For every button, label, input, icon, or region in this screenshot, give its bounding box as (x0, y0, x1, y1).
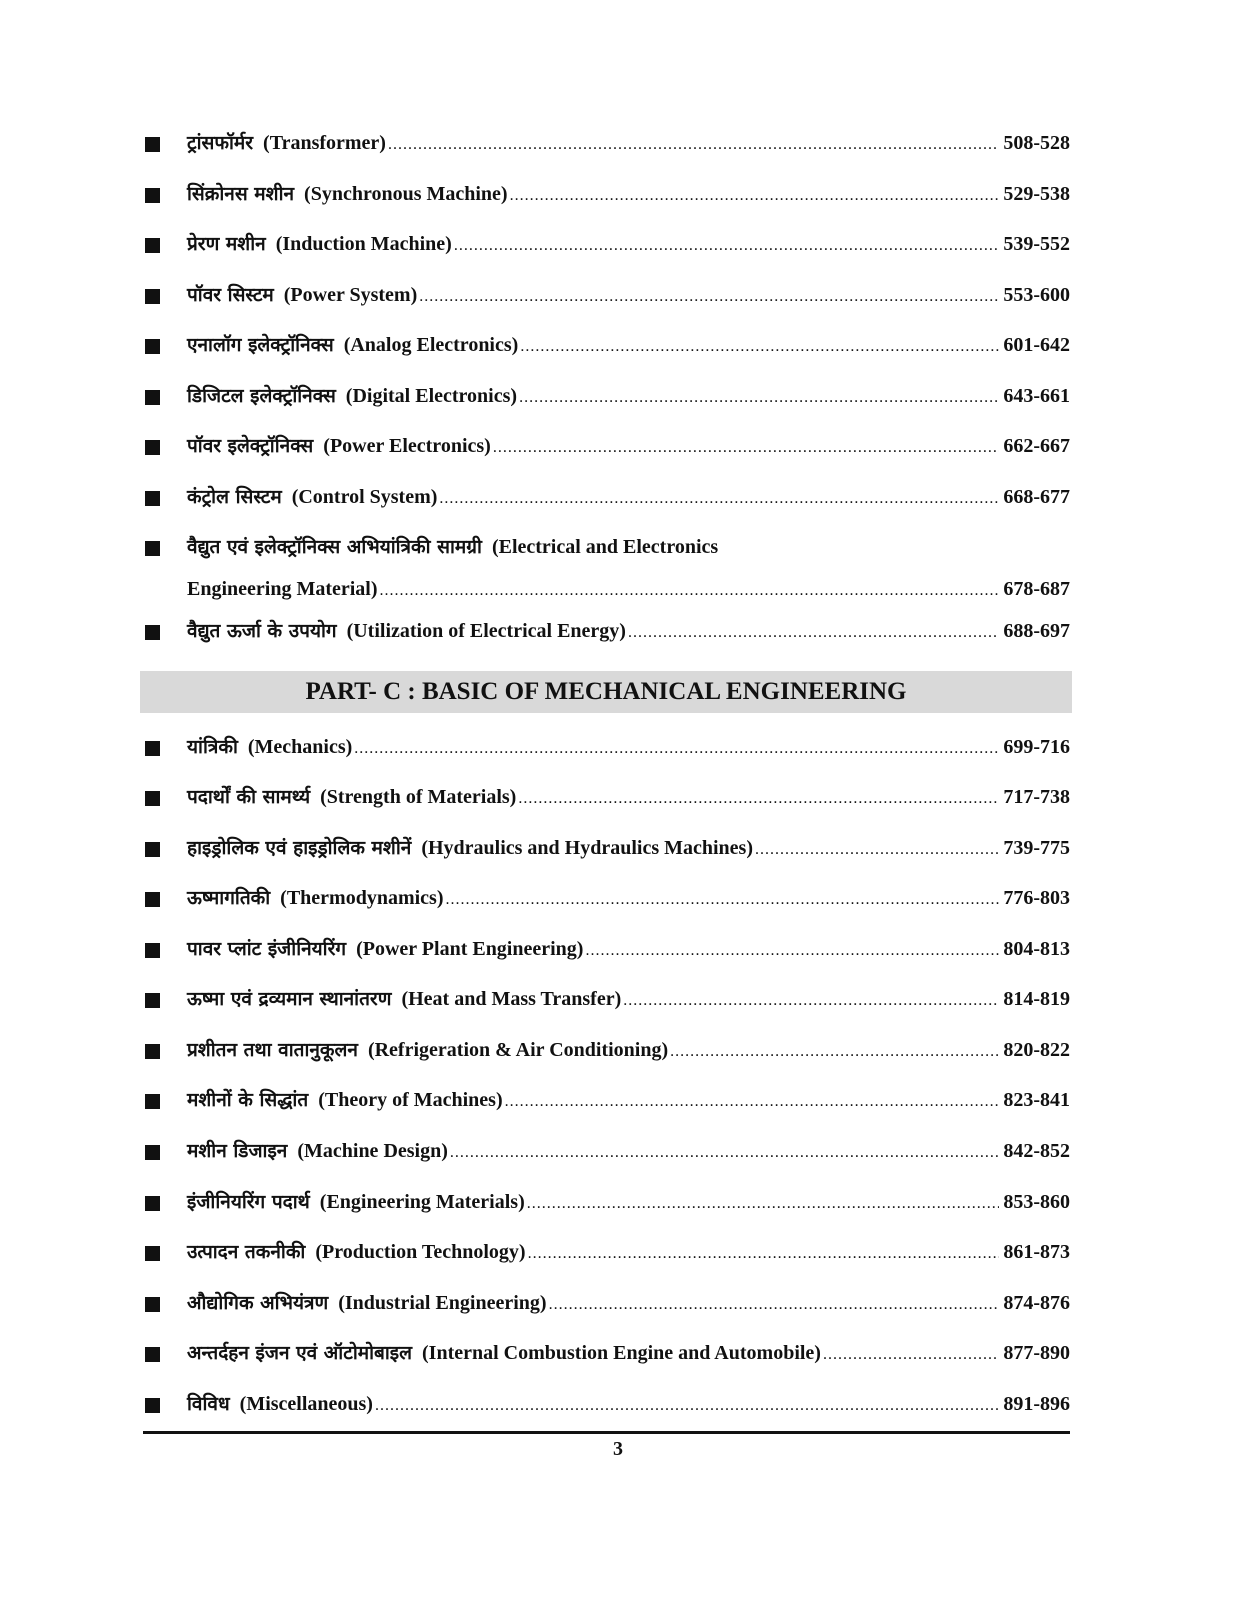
entry-pages: 874-876 (1003, 1292, 1070, 1314)
entry-english: (Electrical and Electronics (491, 536, 719, 558)
bullet-square-icon (145, 137, 160, 152)
entry-english: (Miscellaneous) (239, 1393, 373, 1415)
toc-entry[interactable] (143, 1035, 1070, 1065)
entry-pages: 662-667 (1003, 435, 1070, 457)
entry-pages: 820-822 (1003, 1039, 1070, 1061)
dot-leader (755, 835, 999, 865)
dot-leader (623, 986, 999, 1016)
entry-pages: 699-716 (1003, 736, 1070, 758)
dot-leader (493, 433, 1000, 463)
toc-entry[interactable] (143, 1187, 1070, 1217)
dot-leader (380, 576, 1000, 606)
bullet-square-icon (145, 1297, 160, 1312)
entry-pages: 842-852 (1003, 1140, 1070, 1162)
entry-english: (Power Electronics) (323, 435, 491, 457)
entry-english: (Refrigeration & Air Conditioning) (367, 1039, 669, 1061)
toc-entry[interactable] (143, 381, 1070, 411)
entry-pages: 891-896 (1003, 1393, 1070, 1415)
bullet-square-icon (145, 289, 160, 304)
bullet-square-icon (145, 440, 160, 455)
entry-pages: 643-661 (1003, 385, 1070, 407)
entry-english: (Hydraulics and Hydraulics Machines) (421, 837, 754, 859)
entry-hindi: पॉवर इलेक्ट्रॉनिक्स (187, 435, 314, 457)
entry-pages: 529-538 (1003, 183, 1070, 205)
bullet-square-icon (145, 491, 160, 506)
bullet-square-icon (145, 1196, 160, 1211)
entry-pages: 601-642 (1003, 334, 1070, 356)
entry-english: (Induction Machine) (275, 233, 452, 255)
toc-entry[interactable] (143, 1338, 1070, 1368)
dot-leader (670, 1037, 999, 1067)
entry-english: (Strength of Materials) (320, 786, 517, 808)
entry-hindi: पॉवर सिस्टम (187, 284, 274, 306)
toc-entry[interactable] (143, 482, 1070, 512)
dot-leader (505, 1087, 1000, 1117)
dot-leader (518, 784, 999, 814)
bullet-square-icon (145, 188, 160, 203)
dot-leader (354, 734, 999, 764)
entry-hindi: ऊष्मा एवं द्रव्यमान स्थानांतरण (187, 988, 392, 1010)
entry-hindi: डिजिटल इलेक्ट्रॉनिक्स (187, 385, 336, 407)
bullet-square-icon (145, 541, 160, 556)
entry-english: (Power System) (283, 284, 418, 306)
entry-english: (Analog Electronics) (343, 334, 519, 356)
toc-entry[interactable] (143, 782, 1070, 812)
toc-entry[interactable] (143, 330, 1070, 360)
entry-english: (Control System) (291, 486, 438, 508)
toc-entry[interactable] (143, 1136, 1070, 1166)
entry-pages: 804-813 (1003, 938, 1070, 960)
bullet-square-icon (145, 842, 160, 857)
dot-leader (388, 130, 999, 160)
dot-leader (446, 885, 1000, 915)
bullet-square-icon (145, 892, 160, 907)
entry-hindi: एनालॉग इलेक्ट्रॉनिक्स (187, 334, 334, 356)
entry-hindi: मशीन डिजाइन (187, 1140, 288, 1162)
toc-entry[interactable] (143, 833, 1070, 863)
toc-entry[interactable] (143, 1237, 1070, 1267)
entry-english: (Heat and Mass Transfer) (401, 988, 622, 1010)
dot-leader (585, 936, 999, 966)
entry-hindi: हाइड्रोलिक एवं हाइड्रोलिक मशीनें (187, 837, 412, 859)
bullet-square-icon (145, 791, 160, 806)
toc-entry[interactable] (143, 128, 1070, 158)
entry-hindi: इंजीनियरिंग पदार्थ (187, 1191, 310, 1213)
toc-entry-continuation[interactable] (143, 574, 1070, 604)
dot-leader (520, 332, 999, 362)
entry-hindi: कंट्रोल सिस्टम (187, 486, 282, 508)
entry-english: (Digital Electronics) (345, 385, 518, 407)
entry-hindi: यांत्रिकी (187, 736, 238, 758)
entry-hindi: ऊष्मागतिकी (187, 887, 271, 909)
entry-pages: 508-528 (1003, 132, 1070, 154)
entry-english: (Mechanics) (247, 736, 353, 758)
entry-hindi: वैद्युत एवं इलेक्ट्रॉनिक्स अभियांत्रिकी सामग्री (187, 536, 482, 558)
toc-entry[interactable] (143, 1085, 1070, 1115)
bullet-square-icon (145, 339, 160, 354)
bullet-square-icon (145, 625, 160, 640)
entry-pages: 717-738 (1003, 786, 1070, 808)
bullet-square-icon (145, 390, 160, 405)
entry-pages: 739-775 (1003, 837, 1070, 859)
entry-english: (Transformer) (263, 132, 386, 154)
dot-leader (528, 1239, 1000, 1269)
dot-leader (439, 484, 999, 514)
toc-entry[interactable] (143, 179, 1070, 209)
entry-pages: 688-697 (1003, 620, 1070, 642)
entry-english: (Power Plant Engineering) (356, 938, 584, 960)
bullet-square-icon (145, 1347, 160, 1362)
dot-leader (510, 181, 1000, 211)
entry-hindi: प्रेरण मशीन (187, 233, 266, 255)
bullet-square-icon (145, 993, 160, 1008)
toc-entry[interactable] (143, 532, 1070, 562)
dot-leader (527, 1189, 1000, 1219)
dot-leader (450, 1138, 999, 1168)
entry-english: (Machine Design) (297, 1140, 448, 1162)
toc-entry[interactable] (143, 1288, 1070, 1318)
toc-entry[interactable] (143, 732, 1070, 762)
part-c-heading: PART- C : BASIC OF MECHANICAL ENGINEERING (140, 671, 1072, 713)
entry-english: (Synchronous Machine) (304, 183, 508, 205)
entry-english: (Theory of Machines) (318, 1089, 503, 1111)
entry-pages: 861-873 (1003, 1241, 1070, 1263)
entry-hindi: प्रशीतन तथा वातानुकूलन (187, 1039, 358, 1061)
bullet-square-icon (145, 1145, 160, 1160)
bullet-square-icon (145, 238, 160, 253)
entry-english: (Industrial Engineering) (338, 1292, 547, 1314)
entry-pages: 877-890 (1003, 1342, 1070, 1364)
toc-entry[interactable] (143, 280, 1070, 310)
bullet-square-icon (145, 1044, 160, 1059)
entry-english: (Utilization of Electrical Energy) (346, 620, 626, 642)
dot-leader (549, 1290, 1000, 1320)
entry-hindi: पावर प्लांट इंजीनियरिंग (187, 938, 347, 960)
entry-hindi: विविध (187, 1393, 230, 1415)
entry-hindi: ट्रांसफॉर्मर (187, 132, 254, 154)
entry-pages: 814-819 (1003, 988, 1070, 1010)
entry-hindi: सिंक्रोनस मशीन (187, 183, 295, 205)
dot-leader (519, 383, 999, 413)
entry-pages: 776-803 (1003, 887, 1070, 909)
entry-english: (Engineering Materials) (319, 1191, 525, 1213)
dot-leader (823, 1340, 999, 1370)
entry-hindi: औद्योगिक अभियंत्रण (187, 1292, 329, 1314)
dot-leader (419, 282, 999, 312)
entry-pages: 678-687 (1003, 578, 1070, 600)
entry-hindi: वैद्युत ऊर्जा के उपयोग (187, 620, 337, 642)
dot-leader (375, 1391, 999, 1421)
toc-entry[interactable] (143, 431, 1070, 461)
entry-hindi: मशीनों के सिद्धांत (187, 1089, 309, 1111)
page-number: 3 (613, 1438, 623, 1460)
toc-entry[interactable] (143, 883, 1070, 913)
entry-hindi: उत्पादन तकनीकी (187, 1241, 306, 1263)
entry-english-continued: Engineering Material) (187, 578, 378, 600)
entry-hindi: पदार्थों की सामर्थ्य (187, 786, 311, 808)
dot-leader (454, 231, 1000, 261)
bullet-square-icon (145, 1246, 160, 1261)
entry-pages: 539-552 (1003, 233, 1070, 255)
toc-entry[interactable] (143, 934, 1070, 964)
entry-hindi: अन्तर्दहन इंजन एवं ऑटोमोबाइल (187, 1342, 413, 1364)
bullet-square-icon (145, 1398, 160, 1413)
entry-pages: 823-841 (1003, 1089, 1070, 1111)
entry-pages: 668-677 (1003, 486, 1070, 508)
entry-pages: 853-860 (1003, 1191, 1070, 1213)
toc-entry[interactable] (143, 616, 1070, 646)
toc-entry[interactable] (143, 984, 1070, 1014)
entry-english: (Thermodynamics) (280, 887, 444, 909)
bullet-square-icon (145, 741, 160, 756)
dot-leader (628, 618, 999, 648)
entry-english: (Production Technology) (315, 1241, 526, 1263)
entry-pages: 553-600 (1003, 284, 1070, 306)
footer-rule (143, 1431, 1070, 1434)
bullet-square-icon (145, 1094, 160, 1109)
entry-english: (Internal Combustion Engine and Automobile) (422, 1342, 821, 1364)
toc-entry[interactable] (143, 1389, 1070, 1419)
bullet-square-icon (145, 943, 160, 958)
toc-entry[interactable] (143, 229, 1070, 259)
